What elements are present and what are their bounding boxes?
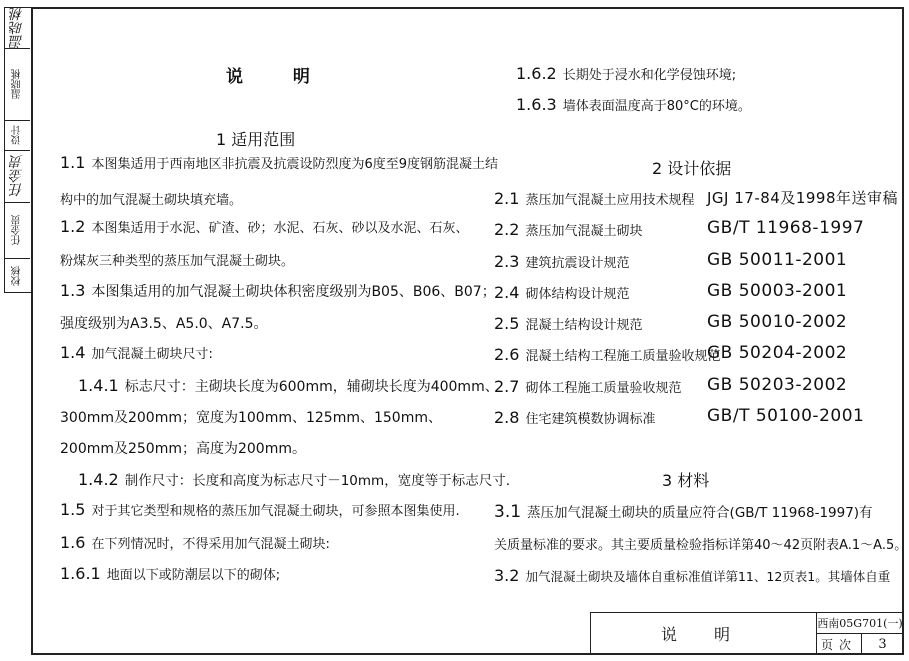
clause-number: 1.6.2	[516, 64, 557, 83]
stamp-check-label: 校核	[12, 265, 23, 286]
clause-line	[78, 469, 510, 489]
reference-number: 2.3	[494, 252, 520, 271]
reference-code: JGJ 17-84及1998年送审稿	[707, 189, 899, 207]
reference-number: 2.7	[494, 377, 520, 396]
clause-text: 长期处于浸水和化学侵蚀环境;	[562, 68, 737, 83]
clause-text: 墙体表面温度高于80°C的环境。	[562, 99, 751, 114]
stamp-signature-cell	[5, 150, 30, 203]
clause-number: 1.6.1	[60, 564, 101, 583]
reference-number: 2.1	[494, 189, 520, 208]
section-3-title-text: 3 材料	[662, 471, 710, 490]
clause-text: 构中的加气混凝土砌块填充墙。	[60, 193, 243, 208]
clause-line	[78, 376, 499, 396]
reference-number: 2.2	[494, 220, 520, 239]
reference-number: 2.8	[494, 408, 520, 427]
title-block	[590, 612, 904, 655]
clause-line	[60, 343, 213, 362]
clause-number: 1.3	[60, 281, 86, 300]
page-label: 页次	[817, 634, 862, 654]
reference-row	[494, 189, 694, 208]
stamp-checker-name: 任金贵	[5, 202, 30, 259]
side-stamp	[4, 7, 31, 293]
reference-name: 蒸压加气混凝土应用技术规程	[525, 193, 695, 208]
clause-text: 本图集适用于水泥、矿渣、砂；水泥、石灰、砂以及水泥、石灰、	[91, 221, 469, 236]
clause-line	[60, 407, 442, 427]
clause-text: 本图集适用于西南地区非抗震及抗震设防烈度为6度至9度钢筋混凝土结	[91, 157, 498, 172]
reference-name: 建筑抗震设计规范	[525, 256, 630, 271]
reference-number: 2.4	[494, 283, 520, 302]
reference-code: GB 50204-2002	[707, 343, 848, 363]
reference-number: 2.6	[494, 345, 520, 364]
clause-number: 1.2	[60, 217, 86, 236]
atlas-code: 西南05G701(一)	[817, 613, 903, 634]
stamp-signature-cell	[5, 8, 30, 49]
clause-text: 200mm及250mm；高度为200mm。	[60, 441, 306, 457]
clause-text: 对于其它类型和规格的蒸压加气混凝土砌块，可参照本图集使用.	[91, 504, 460, 519]
clause-line	[60, 250, 294, 269]
clause-number: 1.6	[60, 533, 86, 552]
clause-text: 300mm及200mm；宽度为100mm、125mm、150mm、	[60, 410, 442, 426]
clause-number: 1.6.3	[516, 95, 557, 114]
signature: 任金贵	[9, 155, 25, 197]
stamp-designer-name: 温晓桃	[5, 48, 30, 121]
clause-line	[516, 95, 751, 114]
clause-line	[60, 217, 468, 236]
page-number: 3	[878, 636, 887, 652]
reference-name: 砌体结构设计规范	[525, 287, 630, 302]
reference-name: 混凝土结构工程施工质量验收规范	[525, 349, 721, 364]
clause-line	[60, 438, 306, 458]
clause-text: 关质量标准的要求。其主要质量检验指标详第40～42页附表A.1～A.5。	[494, 538, 908, 553]
reference-code: GB 50003-2001	[707, 281, 848, 301]
reference-row	[494, 377, 681, 396]
section-2-title	[652, 156, 743, 179]
clause-line	[60, 564, 280, 583]
reference-row	[494, 220, 642, 239]
reference-row	[494, 252, 629, 271]
section-3-title	[662, 468, 721, 491]
reference-code: GB 50010-2002	[707, 312, 848, 332]
section-2-title-text: 2 设计依据	[652, 159, 732, 178]
reference-row	[494, 345, 720, 364]
clause-number: 1.4.1	[78, 376, 119, 395]
clause-text: 本图集适用的加气混凝土砌块体积密度级别为B05、B06、B07；	[91, 284, 496, 300]
section-1-title	[216, 127, 307, 150]
reference-name: 住宅建筑模数协调标准	[525, 412, 656, 427]
reference-number: 2.5	[494, 314, 520, 333]
reference-code: GB/T 50100-2001	[707, 406, 865, 426]
clause-text: 加气混凝土砌块及墙体自重标准值详第11、12页表1。其墙体自重	[525, 569, 891, 584]
clause-number: 1.1	[60, 153, 86, 172]
clause-text: 强度级别为A3.5、A5.0、A7.5。	[60, 316, 268, 332]
clause-line	[60, 189, 242, 208]
clause-line	[516, 64, 736, 83]
clause-line	[494, 566, 890, 585]
clause-line	[494, 501, 873, 522]
clause-text: 在下列情况时，不得采用加气混凝土砌块:	[91, 537, 330, 552]
section-1-title-text: 1 适用范围	[216, 130, 296, 149]
clause-number: 3.2	[494, 566, 520, 585]
reference-name: 砌体工程施工质量验收规范	[525, 381, 682, 396]
clause-line	[60, 153, 498, 172]
reference-name: 混凝土结构设计规范	[525, 318, 643, 333]
reference-code: GB 50203-2002	[707, 375, 848, 395]
clause-number: 1.4	[60, 343, 86, 362]
clause-text: 标志尺寸：主砌块长度为600mm，辅砌块长度为400mm、	[124, 379, 499, 395]
clause-text: 地面以下或防潮层以下的砌体;	[106, 568, 281, 583]
reference-row	[494, 408, 655, 427]
clause-number: 1.5	[60, 500, 86, 519]
page-title: 说 明	[226, 67, 332, 87]
reference-code: GB 50011-2001	[707, 250, 848, 270]
clause-line	[60, 500, 460, 519]
clause-number: 3.1	[494, 502, 522, 522]
stamp-design-label: 设计	[5, 120, 30, 151]
reference-code: GB/T 11968-1997	[707, 218, 865, 238]
clause-line	[494, 534, 907, 553]
clause-text: 制作尺寸：长度和高度为标志尺寸－10mm，宽度等于标志尺寸.	[124, 473, 510, 489]
reference-row	[494, 314, 642, 333]
reference-name: 蒸压加气混凝土砌块	[525, 224, 643, 239]
clause-line	[60, 533, 330, 552]
clause-text: 蒸压加气混凝土砌块的质量应符合(GB/T 11968-1997)有	[527, 505, 873, 521]
title-block-title: 说 明	[591, 613, 817, 654]
reference-row	[494, 283, 629, 302]
clause-line	[60, 281, 496, 301]
clause-text: 加气混凝土砌块尺寸:	[91, 347, 213, 362]
clause-number: 1.4.2	[78, 470, 119, 489]
clause-text: 粉煤灰三种类型的蒸压加气混凝土砌块。	[60, 254, 295, 269]
clause-line	[60, 313, 268, 333]
signature: 温晓桃	[9, 7, 25, 49]
